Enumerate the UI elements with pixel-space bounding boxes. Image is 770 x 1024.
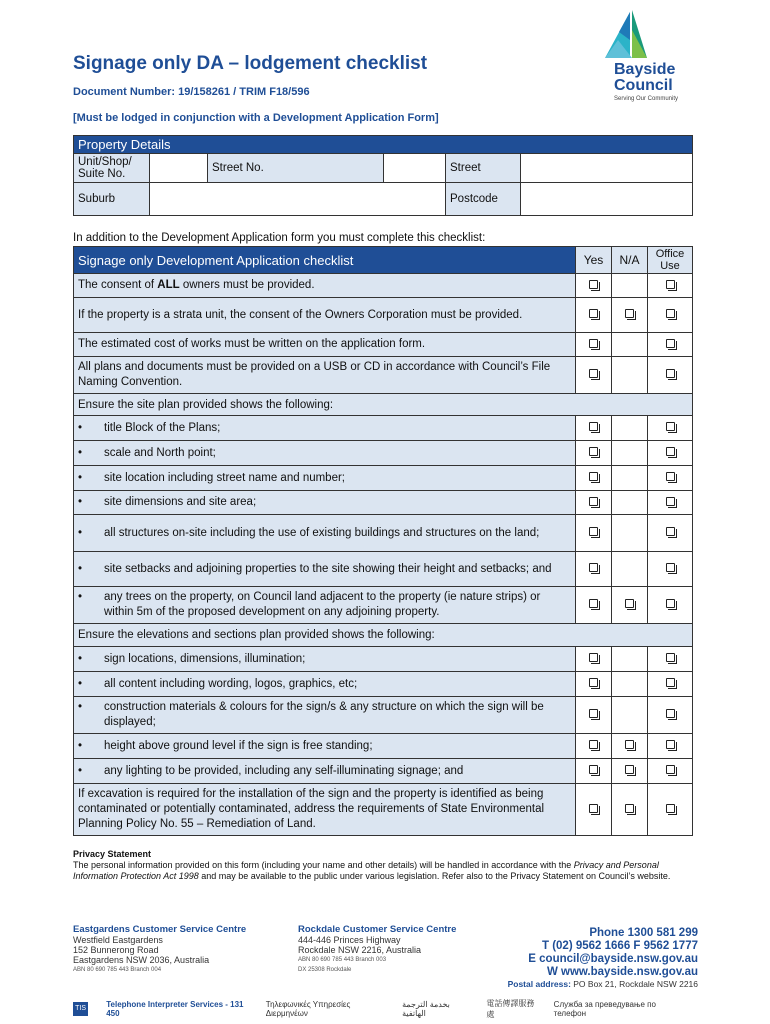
privacy-body (73, 860, 703, 882)
bullet: • (78, 677, 83, 690)
interpreter-macedonian: Служба за преведување по телефон (553, 1000, 656, 1018)
email-link[interactable]: E council@bayside.nsw.gov.au (528, 953, 698, 965)
street-no-field[interactable] (384, 154, 446, 183)
office-cell (648, 515, 693, 552)
yes-checkbox[interactable] (589, 765, 598, 774)
checklist-item-owners-consent (74, 274, 576, 298)
logo-line-2: Council (614, 77, 673, 94)
yes-checkbox[interactable] (589, 678, 598, 687)
site-item (74, 416, 576, 441)
col-office-header: Office Use (648, 247, 693, 274)
yes-checkbox[interactable] (589, 709, 598, 718)
street-field[interactable] (521, 154, 693, 183)
suburb-label: Suburb (74, 183, 150, 216)
yes-cell (576, 734, 612, 759)
postcode-label: Postcode (446, 183, 521, 216)
eastgardens-line: 152 Bunnerong Road (73, 945, 159, 955)
na-cell (612, 298, 648, 333)
bullet: • (78, 739, 83, 752)
yes-cell (576, 552, 612, 587)
yes-checkbox[interactable] (589, 653, 598, 662)
site-item (74, 441, 576, 466)
bullet: • (78, 446, 83, 459)
checklist-item-strata: If the property is a strata unit, the consent of the Owners Corporation must be provided. (74, 298, 576, 333)
office-checkbox[interactable] (666, 653, 675, 662)
bullet: • (78, 496, 83, 508)
yes-cell (576, 587, 612, 624)
na-cell (612, 357, 648, 394)
site-item (74, 491, 576, 515)
bullet: • (78, 701, 83, 713)
bullet: • (78, 471, 83, 484)
privacy-text-1: The personal information provided on this form (including your name and other details) will be handled in accordance with the (73, 860, 574, 870)
yes-checkbox[interactable] (589, 447, 598, 456)
elevation-item (74, 734, 576, 759)
na-cell (612, 552, 648, 587)
website-link[interactable]: W www.bayside.nsw.gov.au (546, 966, 698, 978)
na-cell (612, 697, 648, 734)
checklist-intro: In addition to the Development Application form you must complete this checklist: (73, 232, 486, 244)
office-checkbox[interactable] (666, 804, 675, 813)
office-checkbox[interactable] (666, 678, 675, 687)
eastgardens-line: Eastgardens NSW 2036, Australia (73, 955, 210, 965)
bullet: • (78, 652, 83, 665)
postal-value: PO Box 21, Rockdale NSW 2216 (570, 979, 698, 989)
site-item-text: all structures on-site including the use of existing buildings and structures on the land; (104, 526, 540, 539)
yes-checkbox[interactable] (589, 280, 598, 289)
office-checkbox[interactable] (666, 563, 675, 572)
elevation-item-text: all content including wording, logos, graphics, etc; (104, 677, 358, 690)
yes-cell (576, 515, 612, 552)
eastgardens-title: Eastgardens Customer Service Centre (73, 924, 247, 935)
office-checkbox[interactable] (666, 765, 675, 774)
checklist-heading: Signage only Development Application checklist (74, 247, 576, 274)
office-checkbox[interactable] (666, 527, 675, 536)
yes-cell (576, 357, 612, 394)
logo-wordmark (614, 62, 678, 104)
office-checkbox[interactable] (666, 422, 675, 431)
site-item-text: title Block of the Plans; (104, 421, 221, 434)
na-cell (612, 672, 648, 697)
owners-text-pre: The consent of (78, 279, 158, 291)
privacy-heading: Privacy Statement (73, 849, 152, 859)
unit-label: Unit/Shop/ Suite No. (74, 154, 150, 183)
checklist-item-cost: The estimated cost of works must be written on the application form. (74, 333, 576, 357)
na-cell (612, 734, 648, 759)
owners-text-post: owners must be provided. (179, 279, 315, 291)
eastgardens-abn: ABN 80 690 785 443 Branch 004 (73, 967, 162, 973)
elevation-item (74, 697, 576, 734)
privacy-act: Privacy and Personal Information Protection Act 1998 (73, 860, 659, 881)
na-cell (612, 515, 648, 552)
page-title: Signage only DA – lodgement checklist (73, 53, 428, 74)
lodgement-note: [Must be lodged in conjunction with a Development Application Form] (73, 112, 439, 124)
interpreter-bar (73, 998, 698, 1020)
unit-field[interactable] (150, 154, 208, 183)
yes-cell (576, 697, 612, 734)
document-number: Document Number: 19/158261 / TRIM F18/596 (73, 86, 310, 98)
yes-checkbox[interactable] (589, 497, 598, 506)
na-cell (612, 587, 648, 624)
col-yes-header: Yes (576, 247, 612, 274)
bullet: • (78, 421, 83, 434)
bullet: • (78, 764, 83, 777)
office-checkbox[interactable] (666, 369, 675, 378)
office-checkbox[interactable] (666, 280, 675, 289)
na-cell (612, 491, 648, 515)
logo-tagline: Serving Our Community (614, 96, 679, 102)
na-cell (612, 647, 648, 672)
yes-cell (576, 672, 612, 697)
elevation-item-text: height above ground level if the sign is free standing; (104, 739, 373, 752)
yes-cell (576, 647, 612, 672)
rockdale-line: Rockdale NSW 2216, Australia (298, 945, 422, 955)
suburb-field[interactable] (150, 183, 446, 216)
na-checkbox[interactable] (625, 599, 634, 608)
yes-checkbox[interactable] (589, 804, 598, 813)
site-item-text: site setbacks and adjoining properties to the site showing their height and setbacks; and (104, 562, 552, 575)
na-cell (612, 466, 648, 491)
office-cell (648, 697, 693, 734)
property-details-heading: Property Details (74, 136, 693, 154)
site-item (74, 466, 576, 491)
rockdale-dx: DX 25308 Rockdale (298, 967, 352, 973)
site-item-text: scale and North point; (104, 446, 216, 459)
na-cell (612, 784, 648, 836)
yes-checkbox[interactable] (589, 599, 598, 608)
na-checkbox[interactable] (625, 804, 634, 813)
signage-checklist-table (73, 246, 693, 836)
office-checkbox[interactable] (666, 599, 675, 608)
eastgardens-centre (73, 925, 246, 975)
office-cell (648, 466, 693, 491)
elevation-item (74, 759, 576, 784)
site-item-text: site dimensions and site area; (104, 496, 257, 508)
eastgardens-line: Westfield Eastgardens (73, 935, 163, 945)
na-checkbox[interactable] (625, 309, 634, 318)
yes-checkbox[interactable] (589, 563, 598, 572)
office-checkbox[interactable] (666, 472, 675, 481)
office-cell (648, 552, 693, 587)
office-cell (648, 759, 693, 784)
postal-label: Postal address: (507, 979, 571, 989)
office-cell (648, 441, 693, 466)
bullet: • (78, 562, 83, 575)
footer (73, 924, 698, 1019)
logo-line-1: Bayside (614, 61, 676, 78)
office-checkbox[interactable] (666, 447, 675, 456)
checklist-item-excavation: If excavation is required for the installation of the sign and the property is identified as being contaminated or potentially contaminated, address the requirements of State Environmental Planning Policy No. 55 – Remediation of Land. (74, 784, 576, 836)
interpreter-arabic: بخدمة الترجمة الهاتفية (402, 1000, 450, 1018)
privacy-text-2: and may be available to the public under various legislation. Refer also to the Privacy Statement on Council’s website. (198, 871, 671, 881)
rockdale-centre (298, 925, 456, 975)
office-checkbox[interactable] (666, 309, 675, 318)
office-cell (648, 647, 693, 672)
yes-checkbox[interactable] (589, 527, 598, 536)
rockdale-title: Rockdale Customer Service Centre (298, 924, 457, 935)
col-na-header: N/A (612, 247, 648, 274)
phone: Phone 1300 581 299 (589, 927, 698, 939)
site-item-text: any trees on the property, on Council land adjacent to the property (ie nature strips) or within 5m of the proposed development on any adjoining property. (104, 591, 541, 618)
office-cell (648, 298, 693, 333)
yes-checkbox[interactable] (589, 422, 598, 431)
yes-checkbox[interactable] (589, 740, 598, 749)
elevation-item (74, 647, 576, 672)
yes-cell (576, 491, 612, 515)
yes-cell (576, 416, 612, 441)
elevations-heading: Ensure the elevations and sections plan provided shows the following: (74, 624, 693, 647)
property-details-table (73, 135, 693, 216)
yes-cell (576, 274, 612, 298)
site-plan-heading: Ensure the site plan provided shows the following: (74, 394, 693, 416)
office-checkbox[interactable] (666, 339, 675, 348)
office-checkbox[interactable] (666, 709, 675, 718)
office-cell (648, 672, 693, 697)
office-cell (648, 333, 693, 357)
postal-address (508, 979, 698, 989)
na-cell (612, 416, 648, 441)
na-checkbox[interactable] (625, 765, 634, 774)
elevation-item-text: sign locations, dimensions, illumination; (104, 652, 306, 665)
interpreter-text: Telephone Interpreter Services - 131 450 (106, 1000, 244, 1018)
yes-cell (576, 441, 612, 466)
yes-cell (576, 759, 612, 784)
interpreter-greek: Τηλεφωνικές Υπηρεσίες Διερμηνέων (265, 1000, 351, 1018)
site-item (74, 552, 576, 587)
office-cell (648, 587, 693, 624)
office-cell (648, 491, 693, 515)
na-cell (612, 759, 648, 784)
yes-checkbox[interactable] (589, 472, 598, 481)
elevation-item-text: construction materials & colours for the sign/s & any structure on which the sign will be displayed; (104, 701, 544, 728)
street-label: Street (446, 154, 521, 183)
office-checkbox[interactable] (666, 740, 675, 749)
yes-cell (576, 466, 612, 491)
site-item-text: site location including street name and number; (104, 471, 346, 484)
rockdale-line: 444-446 Princes Highway (298, 935, 401, 945)
yes-checkbox[interactable] (589, 339, 598, 348)
office-cell (648, 416, 693, 441)
yes-checkbox[interactable] (589, 369, 598, 378)
contact-details (508, 927, 698, 989)
elevation-item (74, 672, 576, 697)
street-no-label: Street No. (208, 154, 384, 183)
na-cell (612, 274, 648, 298)
office-cell (648, 357, 693, 394)
yes-cell (576, 333, 612, 357)
checklist-item-usb: All plans and documents must be provided on a USB or CD in accordance with Council’s File Naming Convention. (74, 357, 576, 394)
privacy-statement (73, 849, 703, 882)
elevation-item-text: any lighting to be provided, including any self-illuminating signage; and (104, 764, 464, 777)
na-checkbox[interactable] (625, 740, 634, 749)
postcode-field[interactable] (521, 183, 693, 216)
bullet: • (78, 591, 83, 603)
site-item (74, 587, 576, 624)
rockdale-abn: ABN 80 690 785 443 Branch 003 (298, 957, 387, 963)
interpreter-chinese: 電話傳譯服務處 (486, 999, 535, 1019)
yes-cell (576, 298, 612, 333)
office-checkbox[interactable] (666, 497, 675, 506)
telephone-fax: T (02) 9562 1666 F 9562 1777 (541, 940, 698, 952)
yes-cell (576, 784, 612, 836)
yes-checkbox[interactable] (589, 309, 598, 318)
office-cell (648, 274, 693, 298)
office-cell (648, 734, 693, 759)
na-cell (612, 441, 648, 466)
na-cell (612, 333, 648, 357)
bullet: • (78, 526, 83, 539)
office-cell (648, 784, 693, 836)
owners-text-bold: ALL (157, 279, 180, 291)
site-item (74, 515, 576, 552)
interpreter-icon: TIS (73, 1002, 88, 1016)
